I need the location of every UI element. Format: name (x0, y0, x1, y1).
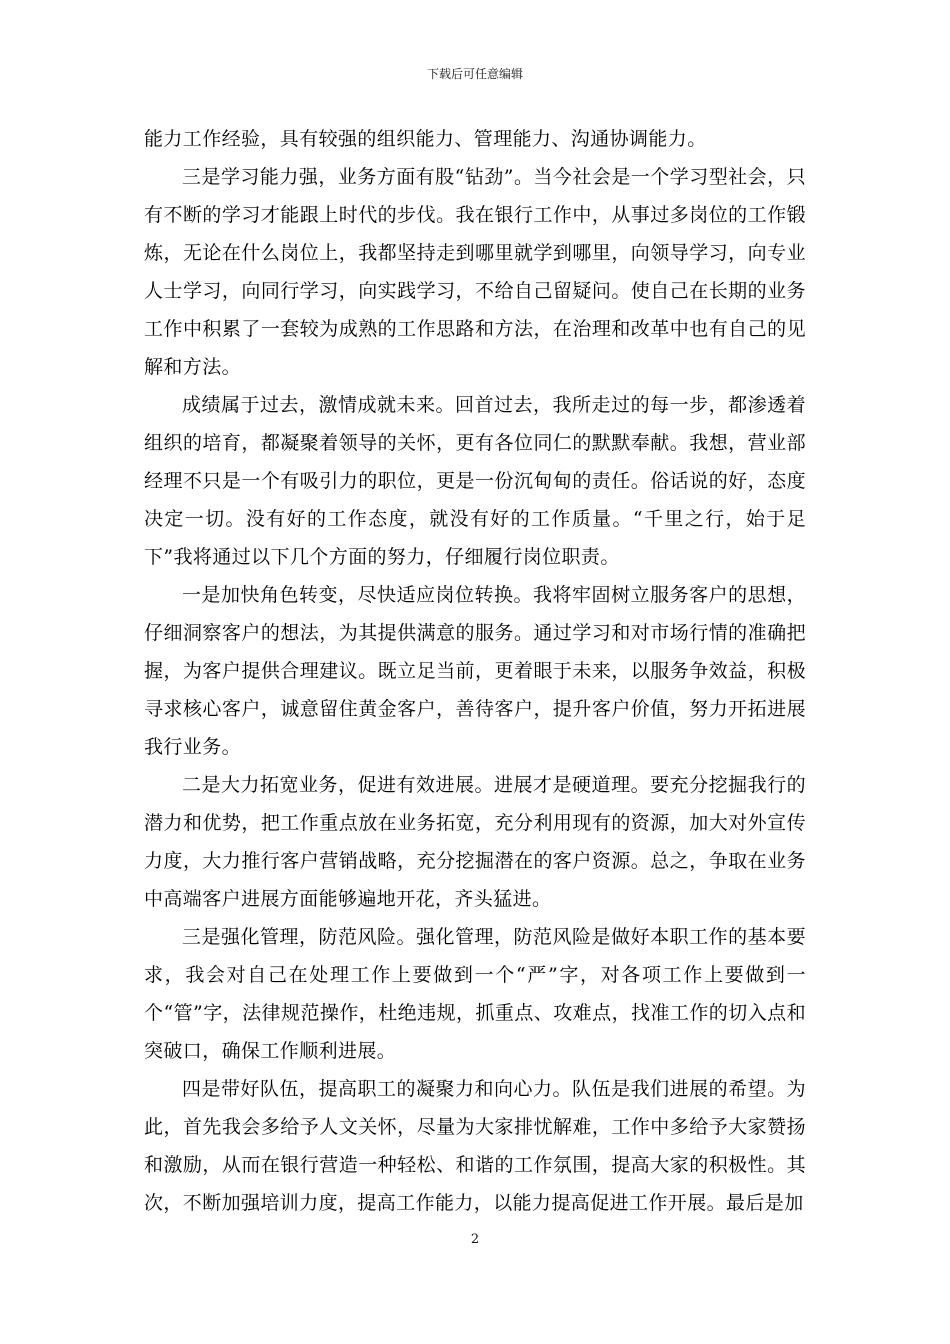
paragraph-continued: 能力工作经验，具有较强的组织能力、管理能力、沟通协调能力。 (144, 128, 707, 150)
page-header: 下载后可任意编辑 (426, 67, 523, 81)
paragraph-team-building: 四是带好队伍，提高职工的凝聚力和向心力。队伍是我们进展的希望。为此，首先我会多给予人文关怀，尽量为大家排忧解难，工作中多给予大家赞扬和激励，从而在银行营造一种轻松、和谐的工作氛围，提高大家的积极性。其次，不断加强培训力度，提高工作能力，以能力提高促进工作开展。最后是加 (144, 1078, 806, 1214)
paragraph-role-change: 一是加快角色转变，尽快适应岗位转换。我将牢固树立服务客户的思想，仔细洞察客户的想法，为其提供满意的服务。通过学习和对市场行情的准确把握，为客户提供合理建议。既立足当前，更着眼于未来，以服务争效益，积极寻求核心客户，诚意留住黄金客户，善待客户，提升客户价值，努力开拓进展我行业务。 (144, 584, 806, 758)
paragraph-risk-management: 三是强化管理，防范风险。强化管理，防范风险是做好本职工作的基本要求，我会对自己在处理工作上要做到一个“严”字，对各项工作上要做到一个“管”字，法律规范操作，杜绝违规，抓重点、攻难点，找准工作的切入点和突破口，确保工作顺利进展。 (144, 926, 806, 1062)
paragraph-expand-business: 二是大力拓宽业务，促进有效进展。进展才是硬道理。要充分挖掘我行的潜力和优势，把工作重点放在业务拓宽，充分利用现有的资源，加大对外宣传力度，大力推行客户营销战略，充分挖掘潜在的客户资源。总之，争取在业务中高端客户进展方面能够遍地开花，齐头猛进。 (144, 774, 806, 910)
document-body (144, 120, 806, 1222)
paragraph-learning-ability: 三是学习能力强，业务方面有股“钻劲”。当今社会是一个学习型社会，只有不断的学习才能跟上时代的步伐。我在银行工作中，从事过多岗位的工作锻炼，无论在什么岗位上，我都坚持走到哪里就学到哪里，向领导学习，向专业人士学习，向同行学习，向实践学习，不给自己留疑问。使自己在长期的业务工作中积累了一套较为成熟的工作思路和方法，在治理和改革中也有自己的见解和方法。 (144, 166, 806, 378)
paragraph-achievements: 成绩属于过去，激情成就未来。回首过去，我所走过的每一步，都渗透着组织的培育，都凝聚着领导的关怀，更有各位同仁的默默奉献。我想，营业部经理不只是一个有吸引力的职位，更是一份沉甸甸的责任。俗话说的好，态度决定一切。没有好的工作态度，就没有好的工作质量。“千里之行，始于足下”我将通过以下几个方面的努力，仔细履行岗位职责。 (144, 394, 806, 568)
page-number: 2 (470, 1232, 480, 1247)
